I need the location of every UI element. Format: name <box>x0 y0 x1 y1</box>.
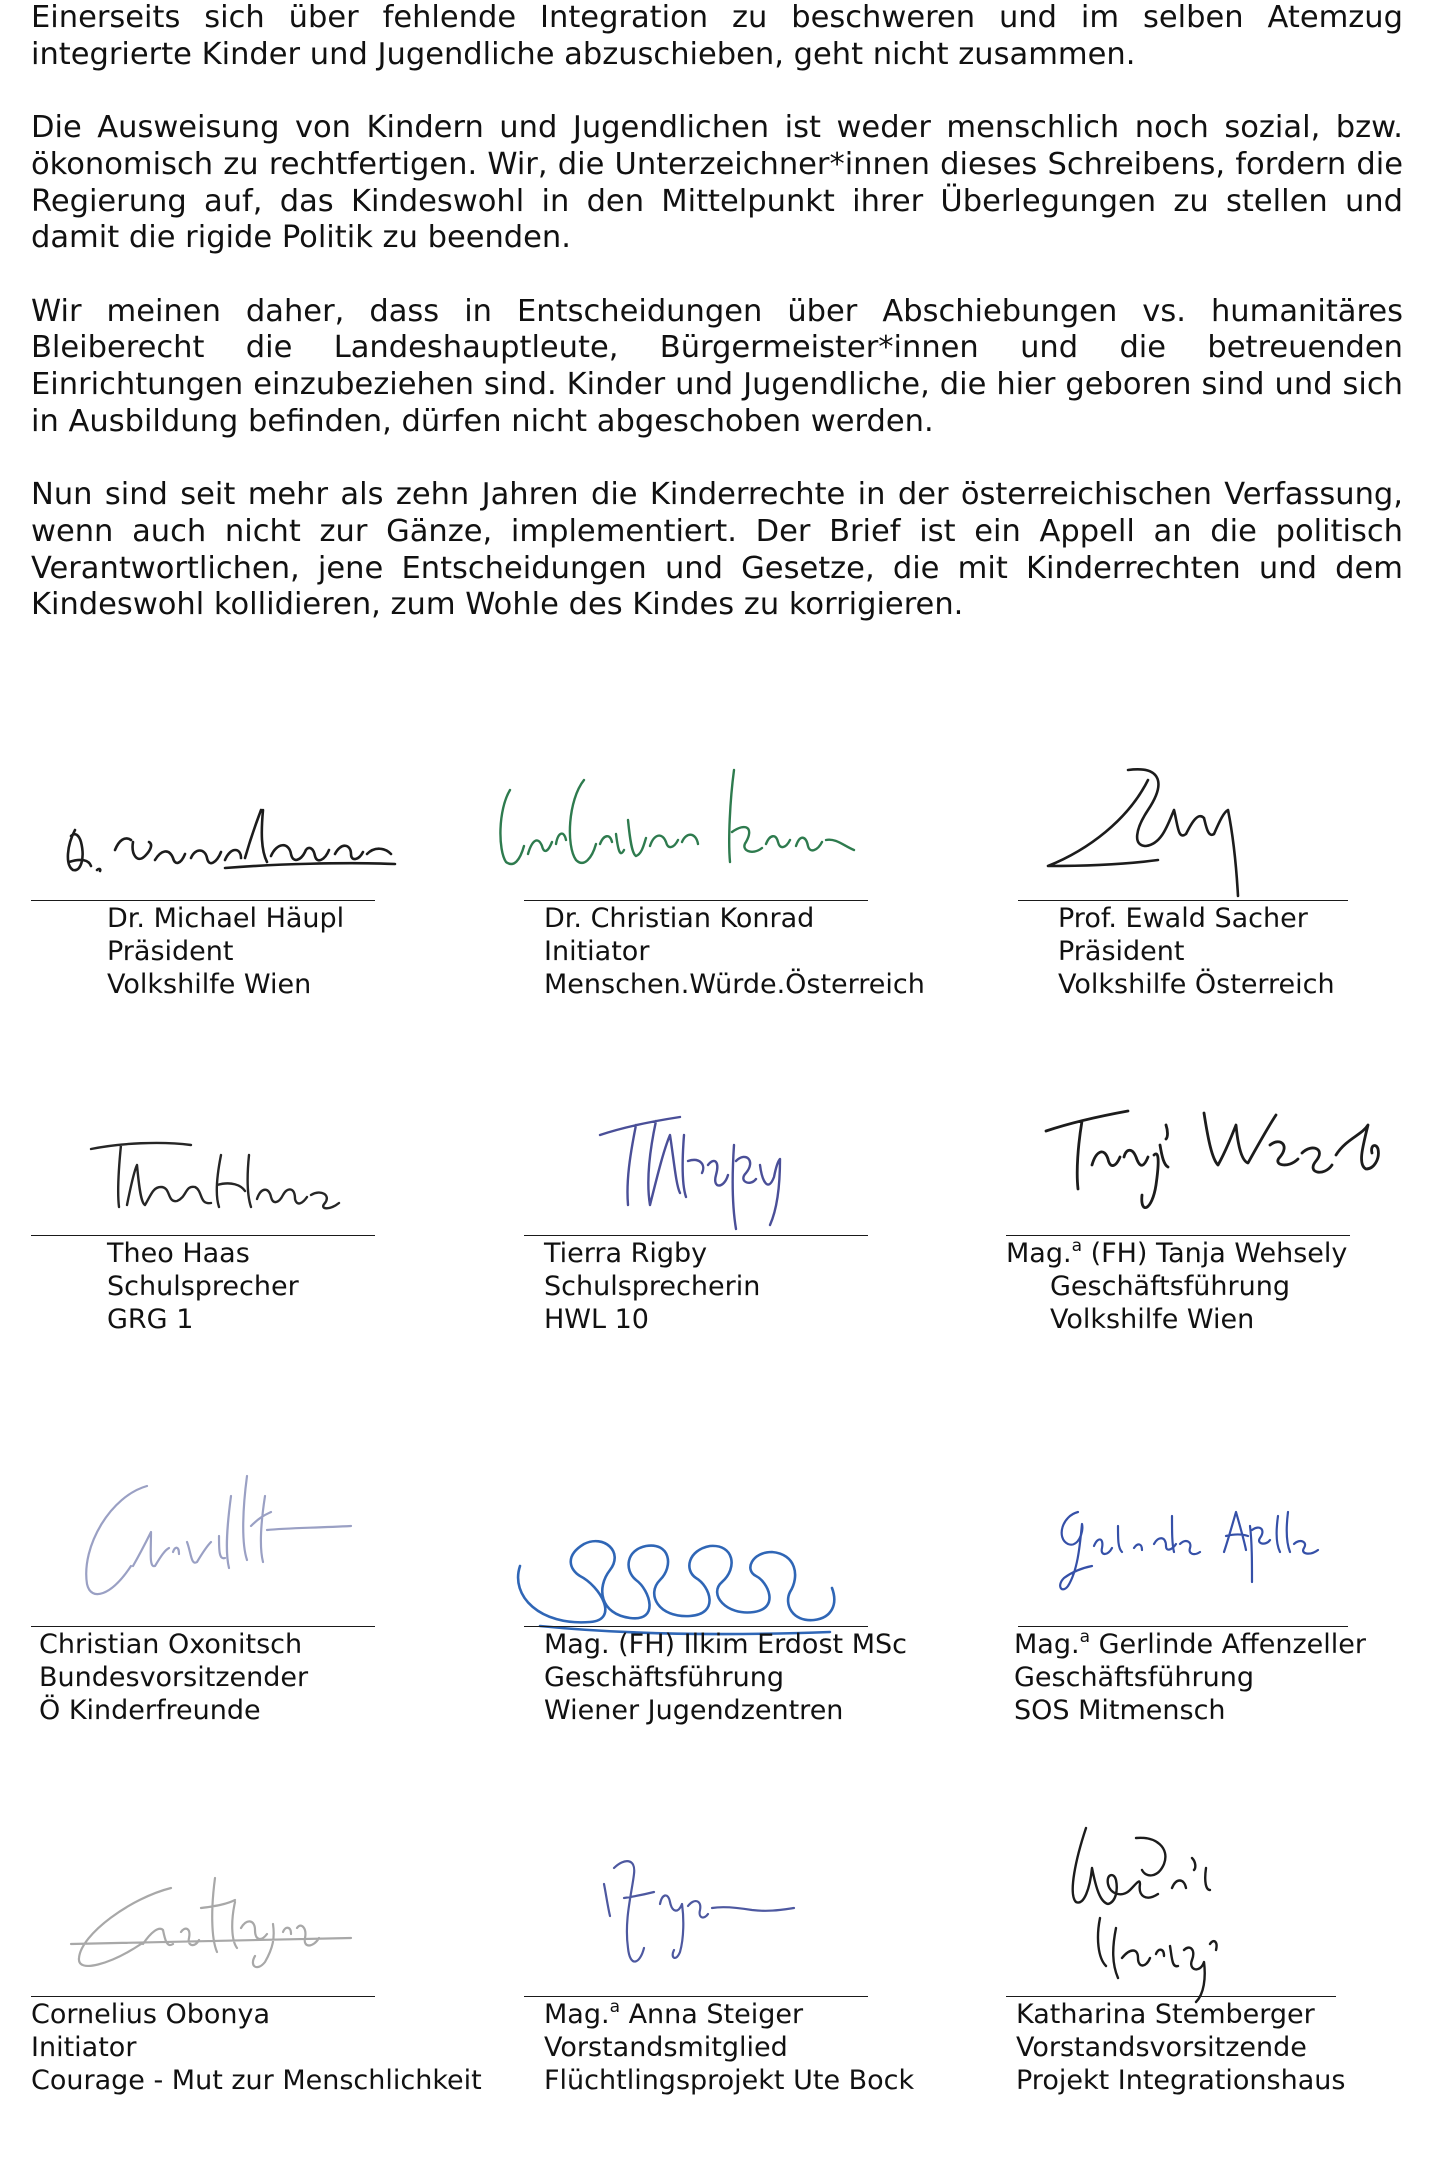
signature-stroke <box>1048 769 1238 896</box>
signatory-org: Menschen.Würde.Österreich <box>544 969 925 1000</box>
signature-image <box>484 750 884 890</box>
signatory-org: HWL 10 <box>544 1304 649 1335</box>
signature-stroke <box>1060 1512 1318 1589</box>
paragraph-3: Wir meinen daher, dass in Entscheidungen über Abschiebungen vs. humanitäres Bleiberecht die Landeshauptleute, Bürgermeister*innen und die betreuenden Einrichtungen einzubeziehen sind. Kinder und Jugendliche, die hier geboren sind und sich in Ausbildung befinden, dürfen nicht abgeschoben werden. <box>31 293 1403 439</box>
signatory-text <box>39 1628 308 1727</box>
signatory-sacher <box>1018 730 1418 1010</box>
signatory-name: Katharina Stemberger <box>1016 1999 1315 2030</box>
signatory-text <box>544 1237 760 1336</box>
signature-line <box>524 900 868 901</box>
signatory-name: Mag.$^a$ Anna Steiger <box>544 1997 804 2030</box>
signatory-text <box>544 1998 914 2097</box>
signature-stroke <box>68 810 395 871</box>
signatory-org: Projekt Integrationshaus <box>1016 2065 1346 2096</box>
signature-line <box>524 1996 868 1997</box>
signatory-org: Wiener Jugendzentren <box>544 1695 844 1726</box>
signatory-text <box>1058 902 1335 1001</box>
signatory-org: Volkshilfe Österreich <box>1058 969 1335 1000</box>
signature-line <box>31 1235 375 1236</box>
signatory-name: Christian Oxonitsch <box>39 1629 303 1660</box>
paragraph-4: Nun sind seit mehr als zehn Jahren die Kinderrechte in der österreichischen Verfassung, wenn auch nicht zur Gänze, implementiert. Der Brief ist ein Appell an die politisch Verantwortlichen, jene Entscheidungen und Gesetze, die mit Kinderrechten und dem Kindeswohl kollidieren, zum Wohle des Kindes zu korrigieren. <box>31 477 1403 623</box>
signature-stroke <box>86 1476 351 1594</box>
signatory-steiger <box>524 1828 964 2108</box>
paragraph-1: Einerseits sich über fehlende Integration zu beschweren und im selben Atemzug integrierte Kinder und Jugendliche abzuschieben, geht nicht zusammen. <box>31 0 1403 72</box>
signatory-org: Ö Kinderfreunde <box>39 1695 261 1726</box>
signature-line <box>524 1626 868 1627</box>
signatory-affenzeller <box>1014 1456 1428 1736</box>
signatory-role: Vorstandsmitglied <box>544 2032 788 2063</box>
signature-line <box>1006 1235 1350 1236</box>
signatory-role: Präsident <box>1058 936 1185 967</box>
signature-image <box>1036 1065 1416 1235</box>
signature-line <box>31 1996 375 1997</box>
signature-line <box>31 900 375 901</box>
signature-image <box>81 1095 441 1235</box>
signature-image <box>45 770 425 910</box>
signature-image <box>51 1848 411 1978</box>
signature-line <box>1006 1996 1336 1997</box>
signatory-haeupl <box>31 730 451 1010</box>
signatory-role: Geschäftsführung <box>544 1662 784 1693</box>
signatory-text <box>1016 1998 1345 2097</box>
signatory-name: Dr. Michael Häupl <box>107 903 345 934</box>
signatory-text <box>1014 1628 1366 1727</box>
signature-image <box>1038 1486 1358 1606</box>
signatory-oxonitsch <box>31 1456 451 1736</box>
signature-image <box>1046 1798 1306 1998</box>
signatory-role: Bundesvorsitzender <box>39 1662 309 1693</box>
signature-stroke <box>71 1878 351 1967</box>
signatory-text <box>61 902 344 1001</box>
signatory-role: Schulsprecherin <box>544 1271 761 1302</box>
signatory-name: Mag.$^a$ (FH) Tanja Wehsely <box>1006 1236 1348 1269</box>
signatory-role: Schulsprecher <box>107 1271 299 1302</box>
signatory-text <box>1006 1237 1347 1336</box>
signatory-role: Vorstandsvorsitzende <box>1016 2032 1307 2063</box>
signatory-name: Mag.$^a$ Gerlinde Affenzeller <box>1014 1627 1366 1660</box>
signature-line <box>524 1235 868 1236</box>
signatory-org: GRG 1 <box>107 1304 194 1335</box>
signatory-konrad <box>524 730 954 1010</box>
signature-stroke <box>500 770 854 864</box>
signatory-erdost <box>524 1456 954 1736</box>
signatory-wehsely <box>1006 1065 1426 1345</box>
signatory-rigby <box>524 1065 954 1345</box>
signatory-text <box>544 902 925 1001</box>
signatory-role: Präsident <box>107 936 234 967</box>
signatory-org: Flüchtlingsprojekt Ute Bock <box>544 2065 915 2096</box>
signature-line <box>31 1626 375 1627</box>
signatory-name: Cornelius Obonya <box>31 1999 271 2030</box>
signature-image <box>51 1456 411 1606</box>
signatory-text <box>544 1628 907 1727</box>
signatory-name: Theo Haas <box>107 1238 250 1269</box>
signature-stroke <box>518 1541 834 1634</box>
signatory-name: Tierra Rigby <box>544 1238 708 1269</box>
signature-stroke <box>1046 1111 1378 1208</box>
signatory-org: Volkshilfe Wien <box>1050 1304 1255 1335</box>
signature-stroke <box>1073 1828 1217 2002</box>
signatory-haas <box>31 1065 451 1345</box>
signatory-org: SOS Mitmensch <box>1014 1695 1226 1726</box>
signature-image <box>584 1828 844 1988</box>
signature-stroke <box>91 1143 339 1208</box>
signatory-obonya <box>31 1828 511 2108</box>
signatory-stemberger <box>1006 1828 1426 2108</box>
signatory-text <box>61 1237 299 1336</box>
signatory-role: Geschäftsführung <box>1014 1662 1254 1693</box>
signature-image <box>584 1065 844 1235</box>
signatory-org: Volkshilfe Wien <box>107 969 312 1000</box>
signature-line <box>1018 1626 1348 1627</box>
paragraph-2: Die Ausweisung von Kindern und Jugendlichen ist weder menschlich noch sozial, bzw. ökonomisch zu rechtfertigen. Wir, die Unterzeichner*innen dieses Schreibens, fordern die Regierung auf, das Kindeswohl in den Mittelpunkt ihrer Überlegungen zu stellen und damit die rigide Politik zu beenden. <box>31 110 1403 256</box>
signatory-role: Initiator <box>31 2032 137 2063</box>
signature-stroke <box>600 1117 780 1229</box>
signatory-role: Geschäftsführung <box>1050 1271 1290 1302</box>
signatory-org: Courage - Mut zur Menschlichkeit <box>31 2065 482 2096</box>
signatory-name: Dr. Christian Konrad <box>544 903 815 934</box>
signature-stroke <box>604 1861 794 1961</box>
signatory-text <box>31 1998 482 2097</box>
letter-body <box>31 0 1403 624</box>
signature-line <box>1018 900 1348 901</box>
signatory-role: Initiator <box>544 936 650 967</box>
signatory-name: Prof. Ewald Sacher <box>1058 903 1308 934</box>
signatory-name: Mag. (FH) Ilkim Erdost MSc <box>544 1629 907 1660</box>
